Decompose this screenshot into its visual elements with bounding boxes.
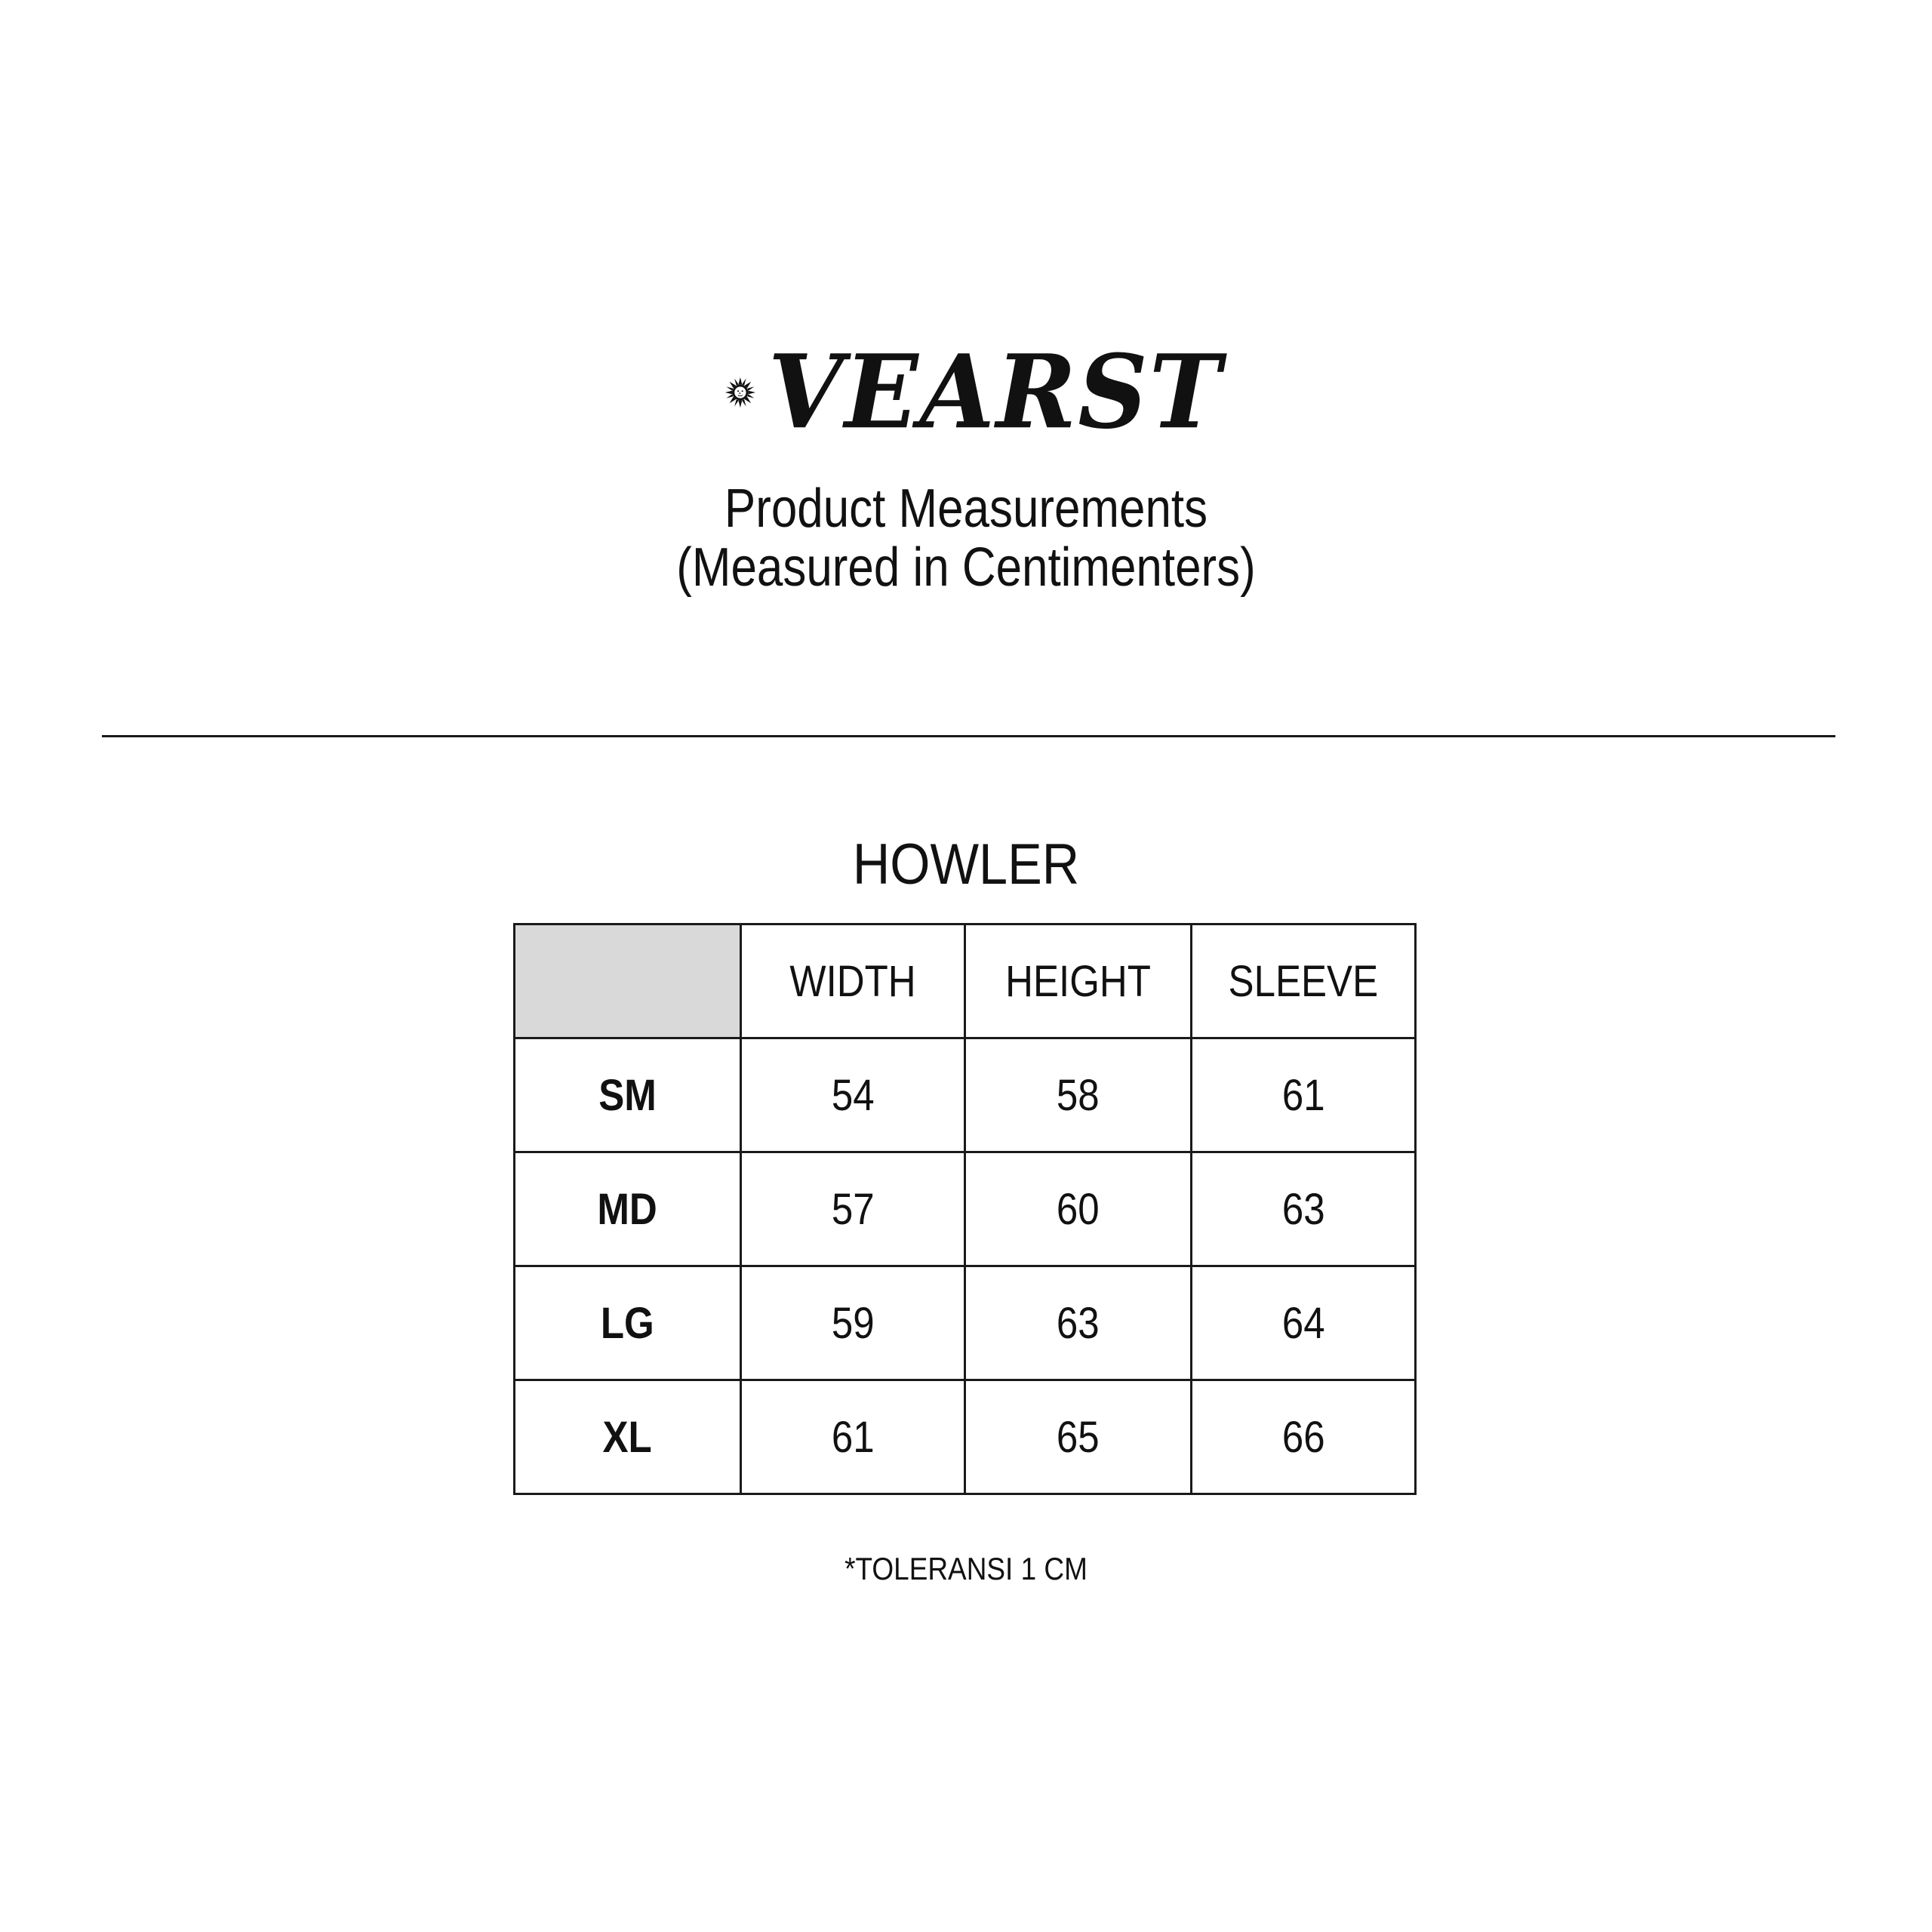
product-name: HOWLER [852,832,1080,897]
column-header-sleeve: SLEEVE [1192,924,1416,1038]
sun-face-icon [724,343,756,441]
height-cell: 60 [965,1152,1192,1266]
sleeve-cell: 61 [1192,1038,1416,1152]
table-row [515,1038,1416,1152]
brand-wordmark: VEARST [768,333,1223,452]
page-title: Product Measurements [724,478,1208,539]
size-label-cell: XL [515,1380,741,1494]
sleeve-cell: 63 [1192,1152,1416,1266]
height-cell: 63 [965,1266,1192,1380]
sleeve-cell: 64 [1192,1266,1416,1380]
table-corner-cell [515,924,741,1038]
tolerance-footnote: *TOLERANSI 1 CM [844,1551,1088,1586]
height-cell: 58 [965,1038,1192,1152]
table-row [515,1380,1416,1494]
size-label-cell: LG [515,1266,741,1380]
size-chart-table [513,923,1417,1495]
column-header-height: HEIGHT [965,924,1192,1038]
table-header-row [515,924,1416,1038]
size-label-cell: SM [515,1038,741,1152]
column-header-width: WIDTH [741,924,965,1038]
sleeve-cell: 66 [1192,1380,1416,1494]
width-cell: 59 [741,1266,965,1380]
table-row [515,1266,1416,1380]
brand-logo [724,332,1223,453]
width-cell: 57 [741,1152,965,1266]
table-row [515,1152,1416,1266]
size-label-cell: MD [515,1152,741,1266]
width-cell: 54 [741,1038,965,1152]
divider [102,735,1835,737]
width-cell: 61 [741,1380,965,1494]
height-cell: 65 [965,1380,1192,1494]
page-subtitle: (Measured in Centimenters) [676,537,1256,598]
